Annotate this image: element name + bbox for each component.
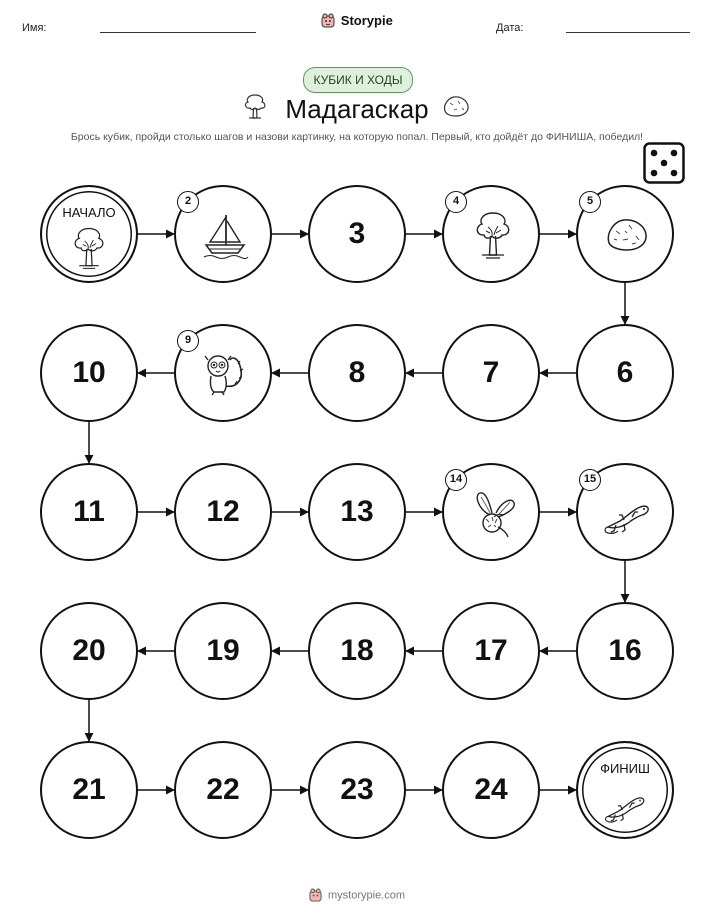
vanilla-flower-icon <box>468 487 518 544</box>
board-cell-16[interactable] <box>576 602 674 700</box>
cell-number: 18 <box>340 634 374 667</box>
cell-number: 3 <box>348 217 366 250</box>
cell-number: 11 <box>73 495 105 528</box>
finish-cell[interactable] <box>576 741 674 839</box>
category-badge: КУБИК И ХОДЫ <box>303 67 413 93</box>
board-cell-10[interactable] <box>40 324 138 422</box>
tree-icon <box>66 225 112 276</box>
board-cell-23[interactable] <box>308 741 406 839</box>
cell-number: 6 <box>616 356 634 389</box>
page-title: Мадагаскар <box>285 94 429 124</box>
cell-number-badge: 9 <box>177 330 199 352</box>
brand-name: Storypie <box>340 13 393 29</box>
board-cell-17[interactable] <box>442 602 540 700</box>
cell-number-badge: 4 <box>445 191 467 213</box>
cell-number: 17 <box>474 634 508 667</box>
board-cell-22[interactable] <box>174 741 272 839</box>
cell-number-badge: 14 <box>445 469 467 491</box>
storypie-logo-icon <box>309 888 322 903</box>
lizard-icon <box>602 487 652 544</box>
cell-number: 10 <box>72 356 106 389</box>
board-cell-12[interactable] <box>174 463 272 561</box>
cell-number: 21 <box>72 773 106 806</box>
board-cell-7[interactable] <box>442 324 540 422</box>
cell-number: 22 <box>206 773 240 806</box>
instructions-text: Брось кубик, пройди столько шагов и назови картинку, на которую попал. Первый, кто дойдёт до ФИНИША, победил! <box>70 131 644 143</box>
cell-number: 12 <box>206 495 240 528</box>
cell-number: 7 <box>482 356 500 389</box>
board-cell-11[interactable] <box>40 463 138 561</box>
finish-label: ФИНИШ <box>600 761 650 776</box>
start-label: НАЧАЛО <box>62 205 116 220</box>
board-cell-21[interactable] <box>40 741 138 839</box>
sailboat-icon <box>200 209 250 266</box>
footer-url[interactable]: mystorypie.com <box>328 889 406 902</box>
cell-number-badge: 5 <box>579 191 601 213</box>
cell-number: 19 <box>206 634 240 667</box>
cell-number: 16 <box>608 634 642 667</box>
rock-icon <box>602 209 652 266</box>
cell-number-badge: 2 <box>177 191 199 213</box>
board-cell-13[interactable] <box>308 463 406 561</box>
board-cell-18[interactable] <box>308 602 406 700</box>
name-label: Имя: <box>22 22 47 34</box>
lemur-icon <box>200 348 250 405</box>
board-cell-3[interactable] <box>308 185 406 283</box>
start-cell[interactable] <box>40 185 138 283</box>
lizard-icon <box>602 781 648 832</box>
cell-number-badge: 15 <box>579 469 601 491</box>
cell-number: 20 <box>72 634 106 667</box>
cell-number: 24 <box>474 773 508 806</box>
date-label: Дата: <box>496 22 524 34</box>
board-cell-24[interactable] <box>442 741 540 839</box>
cell-number: 23 <box>340 773 374 806</box>
board-cell-8[interactable] <box>308 324 406 422</box>
cell-number: 13 <box>340 495 374 528</box>
board-cell-20[interactable] <box>40 602 138 700</box>
board-cell-19[interactable] <box>174 602 272 700</box>
tree-icon <box>468 209 518 266</box>
footer <box>0 888 714 903</box>
board-cell-6[interactable] <box>576 324 674 422</box>
cell-number: 8 <box>348 356 366 389</box>
